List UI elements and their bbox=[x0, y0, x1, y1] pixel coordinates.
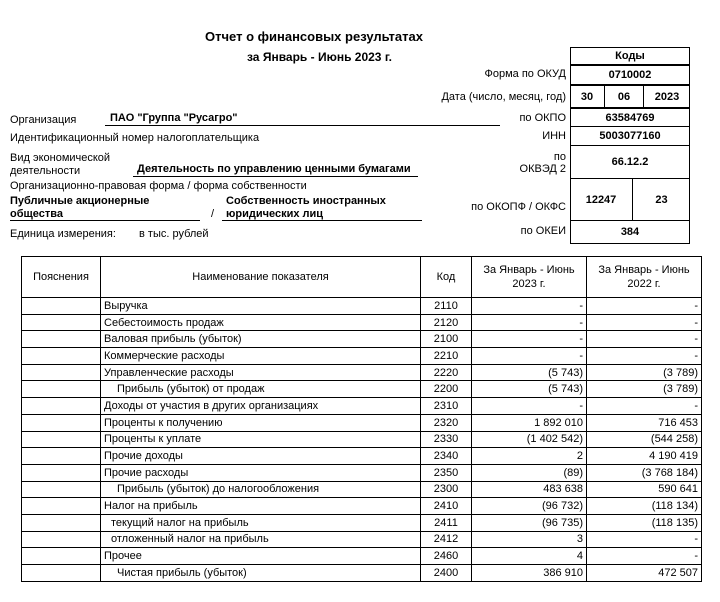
table-row bbox=[22, 565, 702, 582]
date-year: 2023 bbox=[654, 90, 680, 103]
report-title: Отчет о финансовых результатах bbox=[205, 29, 423, 44]
report-period: за Январь - Июнь 2023 г. bbox=[247, 50, 392, 64]
row-code: 2210 bbox=[421, 348, 472, 365]
row-note bbox=[22, 548, 101, 565]
row-value-2022: (118 134) bbox=[587, 498, 702, 515]
legal-form-title: Организационно-правовая форма / форма собственности bbox=[10, 180, 307, 192]
header-notes: Пояснения bbox=[22, 257, 101, 298]
table-row bbox=[22, 464, 702, 481]
row-value-2023: (1 402 542) bbox=[472, 431, 587, 448]
okei-label: по ОКЕИ bbox=[520, 225, 566, 237]
row-value-2022: 472 507 bbox=[587, 565, 702, 582]
date-day: 30 bbox=[580, 90, 594, 103]
row-code: 2320 bbox=[421, 414, 472, 431]
table-row bbox=[22, 548, 702, 565]
row-value-2023: (5 743) bbox=[472, 364, 587, 381]
row-name: Чистая прибыль (убыток) bbox=[101, 565, 421, 582]
date-month: 06 bbox=[617, 90, 631, 103]
row-code: 2300 bbox=[421, 481, 472, 498]
okopf-label: по ОКОПФ / ОКФС bbox=[471, 201, 566, 213]
row-code: 2330 bbox=[421, 431, 472, 448]
table-row bbox=[22, 298, 702, 315]
ownership-2: юридических лиц bbox=[226, 208, 324, 220]
table-row bbox=[22, 481, 702, 498]
row-value-2023: (89) bbox=[472, 464, 587, 481]
row-value-2022: 4 190 419 bbox=[587, 448, 702, 465]
row-note bbox=[22, 514, 101, 531]
row-value-2022: (3 768 184) bbox=[587, 464, 702, 481]
okfs-value: 23 bbox=[655, 193, 668, 206]
row-value-2022: - bbox=[587, 298, 702, 315]
row-value-2023: 483 638 bbox=[472, 481, 587, 498]
okopf-value: 12247 bbox=[585, 193, 617, 206]
row-name: Прочие доходы bbox=[101, 448, 421, 465]
row-note bbox=[22, 464, 101, 481]
table-row bbox=[22, 398, 702, 415]
table-row bbox=[22, 431, 702, 448]
table-row bbox=[22, 314, 702, 331]
row-name: Валовая прибыль (убыток) bbox=[101, 331, 421, 348]
row-value-2023: (96 735) bbox=[472, 514, 587, 531]
row-value-2022: - bbox=[587, 348, 702, 365]
table-row bbox=[22, 498, 702, 515]
row-code: 2100 bbox=[421, 331, 472, 348]
row-name: Коммерческие расходы bbox=[101, 348, 421, 365]
row-code: 2410 bbox=[421, 498, 472, 515]
row-note bbox=[22, 565, 101, 582]
activity-value: Деятельность по управлению ценными бумагами bbox=[137, 163, 411, 175]
row-note bbox=[22, 364, 101, 381]
org-value: ПАО "Группа "Русагро" bbox=[110, 112, 238, 124]
row-name: Проценты к получению bbox=[101, 414, 421, 431]
row-code: 2411 bbox=[421, 514, 472, 531]
row-code: 2310 bbox=[421, 398, 472, 415]
row-code: 2110 bbox=[421, 298, 472, 315]
header-indicator: Наименование показателя bbox=[101, 257, 421, 298]
row-name: Управленческие расходы bbox=[101, 364, 421, 381]
row-name: Прибыль (убыток) от продаж bbox=[101, 381, 421, 398]
row-note bbox=[22, 448, 101, 465]
row-name: текущий налог на прибыль bbox=[101, 514, 421, 531]
ownership-1: Собственность иностранных bbox=[226, 195, 386, 207]
codes-header: Коды bbox=[615, 49, 645, 62]
okud-label: Форма по ОКУД bbox=[484, 68, 566, 80]
row-note bbox=[22, 498, 101, 515]
row-value-2023: - bbox=[472, 298, 587, 315]
row-value-2023: (5 743) bbox=[472, 381, 587, 398]
okpo-label: по ОКПО bbox=[519, 112, 566, 124]
row-value-2022: - bbox=[587, 548, 702, 565]
header-2022: За Январь - Июнь 2022 г. bbox=[587, 257, 702, 298]
table-row bbox=[22, 364, 702, 381]
row-note bbox=[22, 314, 101, 331]
row-value-2022: (544 258) bbox=[587, 431, 702, 448]
okved-label-1: по bbox=[553, 151, 566, 163]
row-value-2022: - bbox=[587, 331, 702, 348]
row-code: 2120 bbox=[421, 314, 472, 331]
row-name: Себестоимость продаж bbox=[101, 314, 421, 331]
okved-value: 66.12.2 bbox=[611, 156, 649, 168]
date-label: Дата (число, месяц, год) bbox=[441, 91, 566, 103]
table-row bbox=[22, 514, 702, 531]
row-value-2023: 2 bbox=[472, 448, 587, 465]
inn-label: ИНН bbox=[542, 130, 566, 142]
row-note bbox=[22, 348, 101, 365]
okved-label-2: ОКВЭД 2 bbox=[519, 163, 566, 175]
table-row bbox=[22, 448, 702, 465]
unit-value: в тыс. рублей bbox=[139, 228, 209, 240]
legal-form-1: Публичные акционерные bbox=[10, 195, 150, 207]
row-note bbox=[22, 298, 101, 315]
row-value-2023: 3 bbox=[472, 531, 587, 548]
okei-value: 384 bbox=[620, 226, 640, 238]
table-row bbox=[22, 414, 702, 431]
row-code: 2350 bbox=[421, 464, 472, 481]
row-code: 2400 bbox=[421, 565, 472, 582]
row-value-2023: 4 bbox=[472, 548, 587, 565]
row-name: отложенный налог на прибыль bbox=[101, 531, 421, 548]
row-value-2022: 590 641 bbox=[587, 481, 702, 498]
row-value-2022: (3 789) bbox=[587, 381, 702, 398]
row-note bbox=[22, 531, 101, 548]
row-code: 2200 bbox=[421, 381, 472, 398]
row-value-2022: - bbox=[587, 398, 702, 415]
row-name: Прочее bbox=[101, 548, 421, 565]
row-note bbox=[22, 481, 101, 498]
header-code: Код bbox=[421, 257, 472, 298]
row-name: Налог на прибыль bbox=[101, 498, 421, 515]
row-value-2022: - bbox=[587, 314, 702, 331]
row-value-2022: 716 453 bbox=[587, 414, 702, 431]
row-value-2022: (118 135) bbox=[587, 514, 702, 531]
table-header-row bbox=[22, 257, 702, 298]
row-value-2023: (96 732) bbox=[472, 498, 587, 515]
inn-value: 5003077160 bbox=[599, 130, 661, 142]
row-name: Прочие расходы bbox=[101, 464, 421, 481]
row-code: 2220 bbox=[421, 364, 472, 381]
row-note bbox=[22, 381, 101, 398]
row-note bbox=[22, 331, 101, 348]
row-value-2022: - bbox=[587, 531, 702, 548]
row-value-2023: - bbox=[472, 314, 587, 331]
row-code: 2340 bbox=[421, 448, 472, 465]
row-value-2023: - bbox=[472, 331, 587, 348]
header-2023: За Январь - Июнь 2023 г. bbox=[472, 257, 587, 298]
row-value-2023: 1 892 010 bbox=[472, 414, 587, 431]
row-name: Прибыль (убыток) до налогообложения bbox=[101, 481, 421, 498]
legal-form-2: общества bbox=[10, 208, 64, 220]
table-row bbox=[22, 348, 702, 365]
table-row bbox=[22, 381, 702, 398]
row-name: Доходы от участия в других организациях bbox=[101, 398, 421, 415]
row-value-2023: 386 910 bbox=[472, 565, 587, 582]
row-name: Выручка bbox=[101, 298, 421, 315]
unit-label: Единица измерения: bbox=[10, 228, 116, 240]
activity-label-2: деятельности bbox=[10, 165, 81, 177]
table-row bbox=[22, 331, 702, 348]
activity-label-1: Вид экономической bbox=[10, 152, 111, 164]
table-row bbox=[22, 531, 702, 548]
row-value-2023: - bbox=[472, 398, 587, 415]
row-note bbox=[22, 398, 101, 415]
row-name: Проценты к уплате bbox=[101, 431, 421, 448]
row-code: 2412 bbox=[421, 531, 472, 548]
inn-title: Идентификационный номер налогоплательщика bbox=[10, 132, 260, 144]
okpo-value: 63584769 bbox=[605, 111, 655, 124]
row-note bbox=[22, 414, 101, 431]
org-label: Организация bbox=[10, 114, 77, 126]
row-code: 2460 bbox=[421, 548, 472, 565]
row-note bbox=[22, 431, 101, 448]
financial-results-table bbox=[21, 256, 702, 582]
okud-value: 0710002 bbox=[608, 68, 652, 81]
ownership-slash: / bbox=[211, 208, 215, 220]
row-value-2023: - bbox=[472, 348, 587, 365]
row-value-2022: (3 789) bbox=[587, 364, 702, 381]
